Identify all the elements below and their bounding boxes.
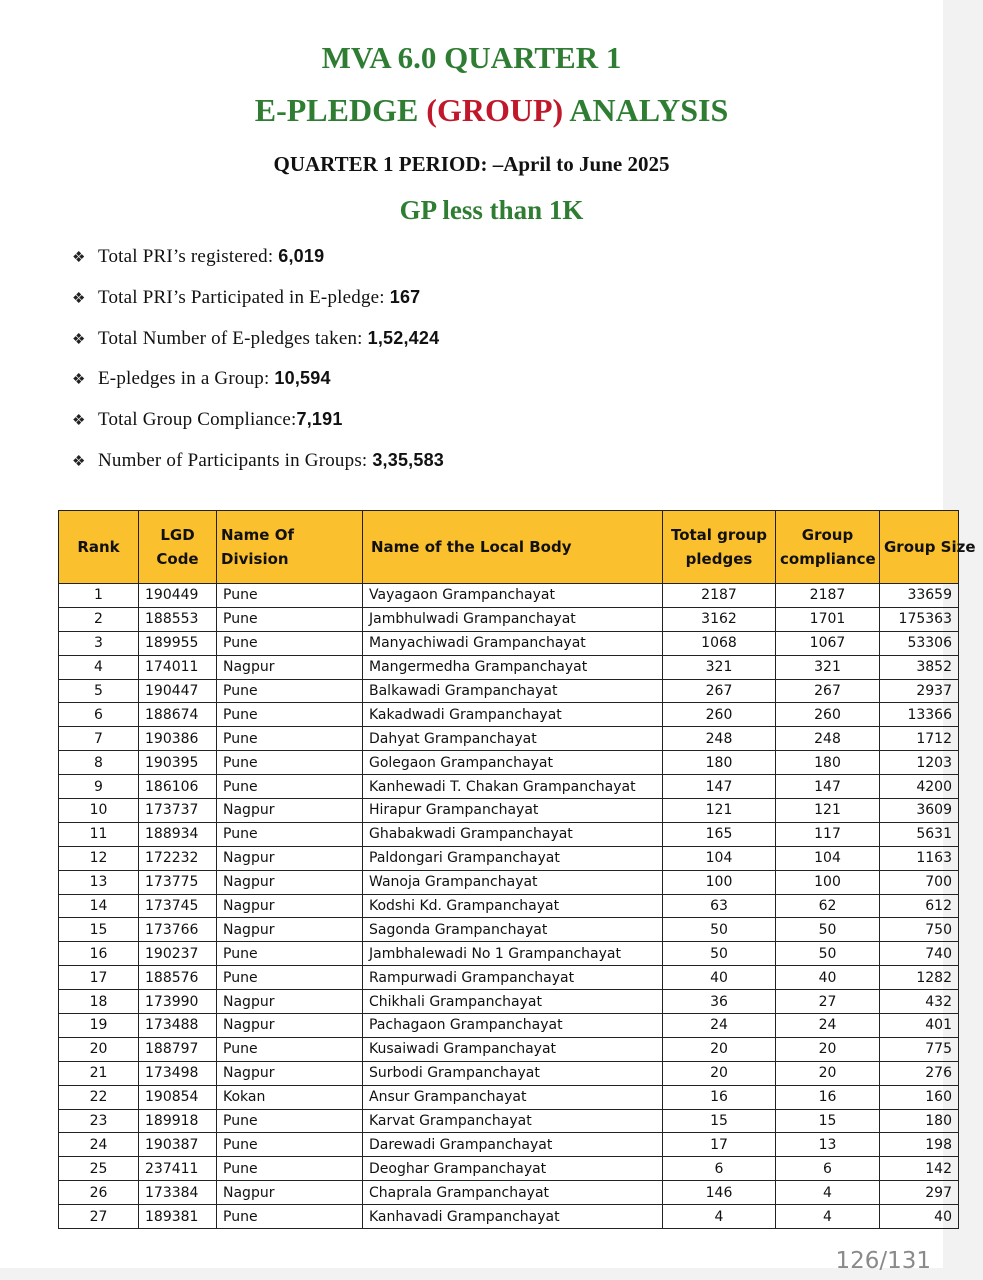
table-row: [59, 751, 959, 775]
page-indicator: 126/131: [835, 1248, 931, 1274]
cell-local-body: Darewadi Grampanchayat: [363, 1133, 663, 1157]
table-row: [59, 775, 959, 799]
cell-total-pledges: 165: [663, 822, 776, 846]
table-row: [59, 846, 959, 870]
cell-division: Pune: [217, 703, 363, 727]
cell-rank: 16: [59, 942, 139, 966]
stat-label: Number of Participants in Groups:: [98, 449, 373, 471]
cell-local-body: Vayagaon Grampanchayat: [363, 584, 663, 608]
cell-group-size: 13366: [880, 703, 959, 727]
cell-local-body: Kanhavadi Grampanchayat: [363, 1205, 663, 1229]
table-row: [59, 1085, 959, 1109]
stat-label: Total Number of E-pledges taken:: [98, 327, 368, 349]
cell-lgd-code: 173737: [139, 799, 217, 823]
cell-rank: 20: [59, 1037, 139, 1061]
cell-lgd-code: 190395: [139, 751, 217, 775]
cell-division: Nagpur: [217, 655, 363, 679]
cell-total-pledges: 146: [663, 1181, 776, 1205]
stat-label: E-pledges in a Group:: [98, 368, 275, 390]
cell-total-pledges: 36: [663, 990, 776, 1014]
cell-group-compliance: 2187: [776, 584, 880, 608]
header-division: Name Of Division: [217, 511, 363, 584]
cell-rank: 1: [59, 584, 139, 608]
cell-local-body: Balkawadi Grampanchayat: [363, 679, 663, 703]
table-row: [59, 631, 959, 655]
cell-group-compliance: 20: [776, 1061, 880, 1085]
table-row: [59, 822, 959, 846]
cell-local-body: Kakadwadi Grampanchayat: [363, 703, 663, 727]
cell-group-compliance: 4: [776, 1181, 880, 1205]
cell-total-pledges: 248: [663, 727, 776, 751]
cell-division: Nagpur: [217, 990, 363, 1014]
cell-rank: 17: [59, 966, 139, 990]
cell-lgd-code: 173498: [139, 1061, 217, 1085]
cell-group-compliance: 121: [776, 799, 880, 823]
cell-group-compliance: 15: [776, 1109, 880, 1133]
stat-value: 6,019: [278, 246, 325, 266]
cell-lgd-code: 173488: [139, 1014, 217, 1038]
cell-division: Pune: [217, 775, 363, 799]
cell-rank: 24: [59, 1133, 139, 1157]
cell-group-compliance: 40: [776, 966, 880, 990]
cell-local-body: Deoghar Grampanchayat: [363, 1157, 663, 1181]
table-row: [59, 1037, 959, 1061]
cell-rank: 10: [59, 799, 139, 823]
cell-group-compliance: 180: [776, 751, 880, 775]
cell-group-compliance: 267: [776, 679, 880, 703]
cell-division: Pune: [217, 942, 363, 966]
cell-local-body: Ghabakwadi Grampanchayat: [363, 822, 663, 846]
cell-group-compliance: 1701: [776, 607, 880, 631]
table-row: [59, 799, 959, 823]
table-row: [59, 584, 959, 608]
cell-total-pledges: 63: [663, 894, 776, 918]
cell-local-body: Wanoja Grampanchayat: [363, 870, 663, 894]
stat-item: [72, 284, 444, 325]
cell-total-pledges: 50: [663, 942, 776, 966]
cell-group-size: 40: [880, 1205, 959, 1229]
cell-group-compliance: 321: [776, 655, 880, 679]
cell-lgd-code: 173766: [139, 918, 217, 942]
cell-group-compliance: 104: [776, 846, 880, 870]
cell-group-size: 5631: [880, 822, 959, 846]
cell-lgd-code: 190854: [139, 1085, 217, 1109]
cell-division: Kokan: [217, 1085, 363, 1109]
table-header-row: [59, 511, 959, 584]
cell-division: Pune: [217, 966, 363, 990]
cell-group-size: 142: [880, 1157, 959, 1181]
stat-item: [72, 243, 444, 284]
cell-division: Pune: [217, 822, 363, 846]
table-row: [59, 1061, 959, 1085]
header-local-body: Name of the Local Body: [363, 511, 663, 584]
cell-local-body: Paldongari Grampanchayat: [363, 846, 663, 870]
document-title: MVA 6.0 QUARTER 1: [321, 40, 622, 75]
cell-division: Pune: [217, 751, 363, 775]
table-row: [59, 1109, 959, 1133]
summary-stats-list: [72, 243, 444, 488]
stat-label: Total PRI’s Participated in E-pledge:: [98, 286, 390, 308]
cell-group-size: 1203: [880, 751, 959, 775]
cell-local-body: Surbodi Grampanchayat: [363, 1061, 663, 1085]
cell-local-body: Jambhalewadi No 1 Grampanchayat: [363, 942, 663, 966]
cell-group-size: 1163: [880, 846, 959, 870]
cell-total-pledges: 121: [663, 799, 776, 823]
cell-lgd-code: 173745: [139, 894, 217, 918]
cell-group-size: 297: [880, 1181, 959, 1205]
cell-rank: 9: [59, 775, 139, 799]
cell-rank: 27: [59, 1205, 139, 1229]
cell-local-body: Chikhali Grampanchayat: [363, 990, 663, 1014]
stat-value: 167: [389, 286, 421, 307]
cell-lgd-code: 172232: [139, 846, 217, 870]
cell-lgd-code: 189918: [139, 1109, 217, 1133]
cell-group-compliance: 20: [776, 1037, 880, 1061]
cell-total-pledges: 267: [663, 679, 776, 703]
cell-local-body: Sagonda Grampanchayat: [363, 918, 663, 942]
cell-division: Nagpur: [217, 918, 363, 942]
cell-group-size: 775: [880, 1037, 959, 1061]
diamond-bullet-icon: ❖: [72, 250, 86, 266]
cell-total-pledges: 16: [663, 1085, 776, 1109]
cell-local-body: Pachagaon Grampanchayat: [363, 1014, 663, 1038]
cell-rank: 15: [59, 918, 139, 942]
cell-rank: 26: [59, 1181, 139, 1205]
cell-group-size: 276: [880, 1061, 959, 1085]
diamond-bullet-icon: ❖: [72, 331, 86, 348]
cell-lgd-code: 174011: [139, 655, 217, 679]
cell-rank: 5: [59, 679, 139, 703]
table-row: [59, 679, 959, 703]
stat-label: Total Group Compliance:: [98, 409, 297, 431]
header-rank: Rank: [59, 511, 139, 584]
cell-group-size: 160: [880, 1085, 959, 1109]
cell-total-pledges: 24: [663, 1014, 776, 1038]
cell-division: Pune: [217, 1109, 363, 1133]
cell-group-compliance: 248: [776, 727, 880, 751]
cell-division: Pune: [217, 1133, 363, 1157]
cell-group-compliance: 100: [776, 870, 880, 894]
cell-group-compliance: 147: [776, 775, 880, 799]
cell-local-body: Kodshi Kd. Grampanchayat: [363, 894, 663, 918]
cell-total-pledges: 321: [663, 655, 776, 679]
table-row: [59, 703, 959, 727]
cell-local-body: Karvat Grampanchayat: [363, 1109, 663, 1133]
cell-local-body: Dahyat Grampanchayat: [363, 727, 663, 751]
cell-division: Pune: [217, 679, 363, 703]
table-row: [59, 918, 959, 942]
cell-group-compliance: 62: [776, 894, 880, 918]
cell-group-size: 3609: [880, 799, 959, 823]
table-row: [59, 1181, 959, 1205]
table-row: [59, 894, 959, 918]
cell-group-size: 198: [880, 1133, 959, 1157]
cell-total-pledges: 20: [663, 1037, 776, 1061]
header-group-size: Group Size: [880, 511, 959, 584]
cell-total-pledges: 3162: [663, 607, 776, 631]
cell-division: Nagpur: [217, 846, 363, 870]
cell-local-body: Mangermedha Grampanchayat: [363, 655, 663, 679]
cell-rank: 8: [59, 751, 139, 775]
table-row: [59, 1157, 959, 1181]
cell-group-compliance: 6: [776, 1157, 880, 1181]
cell-total-pledges: 180: [663, 751, 776, 775]
cell-group-size: 612: [880, 894, 959, 918]
cell-rank: 19: [59, 1014, 139, 1038]
cell-local-body: Chaprala Grampanchayat: [363, 1181, 663, 1205]
cell-division: Pune: [217, 1037, 363, 1061]
cell-group-size: 401: [880, 1014, 959, 1038]
table-row: [59, 966, 959, 990]
table-row: [59, 1133, 959, 1157]
table-body: [59, 584, 959, 1229]
cell-local-body: Golegaon Grampanchayat: [363, 751, 663, 775]
cell-group-compliance: 4: [776, 1205, 880, 1229]
stat-item: [72, 325, 444, 366]
header-total-pledges: Total group pledges: [663, 511, 776, 584]
cell-division: Pune: [217, 607, 363, 631]
cell-rank: 6: [59, 703, 139, 727]
diamond-bullet-icon: ❖: [72, 413, 86, 430]
cell-division: Pune: [217, 727, 363, 751]
cell-total-pledges: 104: [663, 846, 776, 870]
stat-value: 3,35,583: [372, 449, 445, 470]
cell-total-pledges: 4: [663, 1205, 776, 1229]
cell-group-size: 1712: [880, 727, 959, 751]
cell-group-compliance: 27: [776, 990, 880, 1014]
cell-lgd-code: 188674: [139, 703, 217, 727]
table-row: [59, 607, 959, 631]
diamond-bullet-icon: ❖: [72, 453, 86, 470]
cell-rank: 4: [59, 655, 139, 679]
cell-group-size: 2937: [880, 679, 959, 703]
cell-total-pledges: 20: [663, 1061, 776, 1085]
stat-value: 1,52,424: [367, 327, 440, 348]
subtitle-part-3: ANALYSIS: [563, 92, 729, 128]
cell-group-compliance: 16: [776, 1085, 880, 1109]
cell-rank: 2: [59, 607, 139, 631]
cell-group-compliance: 260: [776, 703, 880, 727]
cell-division: Pune: [217, 1157, 363, 1181]
cell-group-size: 740: [880, 942, 959, 966]
cell-lgd-code: 189381: [139, 1205, 217, 1229]
stat-label: Total PRI’s registered:: [98, 246, 279, 267]
cell-local-body: Ansur Grampanchayat: [363, 1085, 663, 1109]
cell-rank: 22: [59, 1085, 139, 1109]
cell-lgd-code: 189955: [139, 631, 217, 655]
cell-lgd-code: 190447: [139, 679, 217, 703]
cell-total-pledges: 50: [663, 918, 776, 942]
cell-division: Nagpur: [217, 1014, 363, 1038]
cell-division: Nagpur: [217, 1181, 363, 1205]
cell-group-size: 432: [880, 990, 959, 1014]
group-pledge-table: [58, 510, 976, 1229]
diamond-bullet-icon: ❖: [72, 290, 86, 307]
cell-lgd-code: 190237: [139, 942, 217, 966]
cell-rank: 21: [59, 1061, 139, 1085]
cell-total-pledges: 40: [663, 966, 776, 990]
gp-category-heading: GP less than 1K: [399, 195, 584, 225]
cell-total-pledges: 6: [663, 1157, 776, 1181]
stat-item: [72, 365, 444, 406]
stat-item: [72, 447, 444, 488]
cell-local-body: Kanhewadi T. Chakan Grampanchayat: [363, 775, 663, 799]
stat-value: 7,191: [296, 409, 343, 430]
cell-lgd-code: 237411: [139, 1157, 217, 1181]
cell-local-body: Kusaiwadi Grampanchayat: [363, 1037, 663, 1061]
cell-division: Nagpur: [217, 894, 363, 918]
header-lgd-code: LGD Code: [139, 511, 217, 584]
cell-lgd-code: 173990: [139, 990, 217, 1014]
cell-group-compliance: 50: [776, 918, 880, 942]
cell-group-size: 53306: [880, 631, 959, 655]
cell-total-pledges: 260: [663, 703, 776, 727]
cell-lgd-code: 188576: [139, 966, 217, 990]
cell-group-size: 4200: [880, 775, 959, 799]
cell-rank: 11: [59, 822, 139, 846]
cell-division: Nagpur: [217, 1061, 363, 1085]
cell-rank: 25: [59, 1157, 139, 1181]
cell-group-compliance: 24: [776, 1014, 880, 1038]
cell-division: Pune: [217, 631, 363, 655]
cell-group-size: 175363: [880, 607, 959, 631]
cell-rank: 13: [59, 870, 139, 894]
diamond-bullet-icon: ❖: [72, 372, 86, 389]
cell-group-size: 700: [880, 870, 959, 894]
cell-lgd-code: 186106: [139, 775, 217, 799]
cell-local-body: Jambhulwadi Grampanchayat: [363, 607, 663, 631]
table-row: [59, 1014, 959, 1038]
table-row: [59, 727, 959, 751]
cell-lgd-code: 173775: [139, 870, 217, 894]
cell-group-size: 1282: [880, 966, 959, 990]
cell-group-size: 180: [880, 1109, 959, 1133]
cell-total-pledges: 100: [663, 870, 776, 894]
table-row: [59, 942, 959, 966]
subtitle-part-1: E-PLEDGE: [254, 92, 427, 128]
cell-rank: 23: [59, 1109, 139, 1133]
cell-rank: 14: [59, 894, 139, 918]
cell-rank: 12: [59, 846, 139, 870]
cell-rank: 7: [59, 727, 139, 751]
cell-division: Nagpur: [217, 870, 363, 894]
cell-total-pledges: 147: [663, 775, 776, 799]
cell-lgd-code: 188553: [139, 607, 217, 631]
cell-lgd-code: 188934: [139, 822, 217, 846]
cell-rank: 18: [59, 990, 139, 1014]
stat-item: [72, 406, 444, 447]
cell-division: Pune: [217, 584, 363, 608]
period-heading: QUARTER 1 PERIOD: –April to June 2025: [273, 152, 670, 176]
cell-division: Pune: [217, 1205, 363, 1229]
cell-lgd-code: 188797: [139, 1037, 217, 1061]
cell-group-compliance: 13: [776, 1133, 880, 1157]
subtitle-part-group: (GROUP): [426, 92, 564, 128]
cell-group-size: 33659: [880, 584, 959, 608]
table-row: [59, 870, 959, 894]
cell-local-body: Hirapur Grampanchayat: [363, 799, 663, 823]
cell-group-compliance: 1067: [776, 631, 880, 655]
cell-group-compliance: 117: [776, 822, 880, 846]
cell-local-body: Manyachiwadi Grampanchayat: [363, 631, 663, 655]
document-subtitle: [0, 92, 983, 129]
stat-value: 10,594: [274, 368, 331, 389]
cell-total-pledges: 1068: [663, 631, 776, 655]
cell-group-size: 3852: [880, 655, 959, 679]
table-row: [59, 655, 959, 679]
table-row: [59, 990, 959, 1014]
cell-total-pledges: 2187: [663, 584, 776, 608]
cell-total-pledges: 15: [663, 1109, 776, 1133]
cell-division: Nagpur: [217, 799, 363, 823]
table-row: [59, 1205, 959, 1229]
cell-total-pledges: 17: [663, 1133, 776, 1157]
cell-group-size: 750: [880, 918, 959, 942]
cell-lgd-code: 190386: [139, 727, 217, 751]
cell-lgd-code: 190387: [139, 1133, 217, 1157]
cell-lgd-code: 190449: [139, 584, 217, 608]
header-group-compliance: Group compliance: [776, 511, 880, 584]
cell-lgd-code: 173384: [139, 1181, 217, 1205]
cell-rank: 3: [59, 631, 139, 655]
cell-local-body: Rampurwadi Grampanchayat: [363, 966, 663, 990]
cell-group-compliance: 50: [776, 942, 880, 966]
